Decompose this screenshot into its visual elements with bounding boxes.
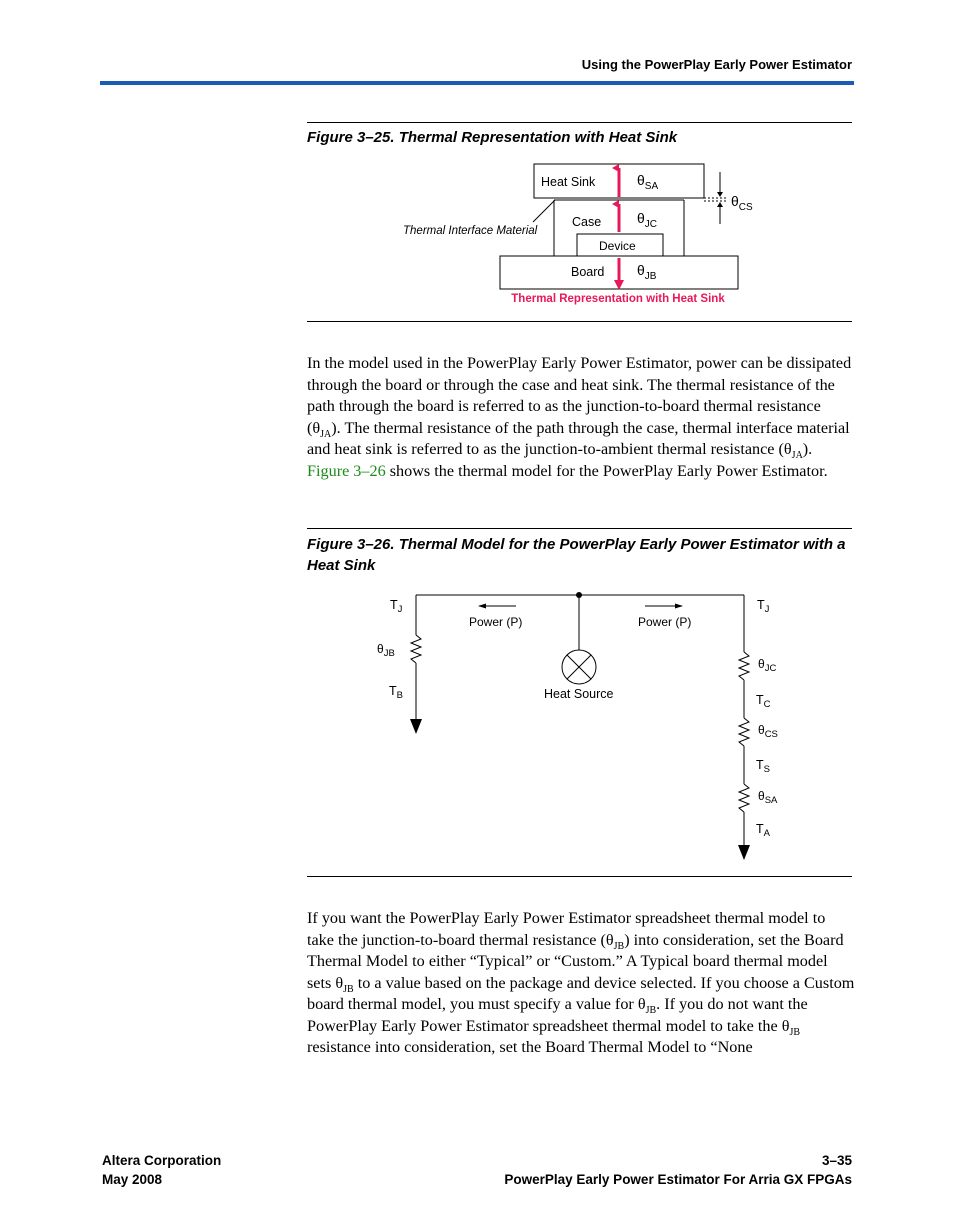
figure-3-26-link[interactable]: Figure 3–26 — [307, 461, 386, 480]
theta-cs-label: $\theta_{CS}$ — [731, 193, 753, 213]
body-paragraph-1: In the model used in the PowerPlay Early Power Estimator, power can be dissipated through the board or through the case and heat sink. The thermal resistance of the path through the board is referred to as the junction-to-board thermal resistance $(\theta_{JA})$. The thermal resistance of the path through the case, thermal interface material and heat sink is referred to as the junction-to-ambient thermal resistance $(\theta_{JA})$. Figure 3–26 shows the thermal model for the PowerPlay Early Power Estimator. — [307, 354, 852, 480]
figure-bottom-rule — [307, 321, 852, 322]
figure-caption-3-25: Figure 3–25. Thermal Representation with Heat Sink — [307, 129, 678, 146]
theta-cs-label: $\theta_{CS}$ — [758, 723, 778, 740]
ts-label: $T_S$ — [756, 758, 770, 775]
figure-title-label: Thermal Representation with Heat Sink — [511, 293, 725, 305]
theta-sa-label: $\theta_{SA}$ — [758, 789, 778, 806]
running-header: Using the PowerPlay Early Power Estimator — [581, 57, 852, 72]
thermal-representation-diagram — [0, 0, 954, 330]
resistor-theta-jb — [411, 635, 421, 663]
device-label: Device — [599, 239, 636, 253]
thermal-model-diagram — [0, 580, 954, 870]
resistor-theta-cs — [739, 718, 749, 746]
tim-pointer — [533, 200, 555, 222]
figure-top-rule — [307, 528, 852, 529]
footer-page-number: 3–35 — [821, 1153, 852, 1168]
theta-jc-label: $\theta_{JC}$ — [758, 657, 777, 674]
right-ground-arrow — [738, 845, 750, 860]
footer-right — [504, 1151, 852, 1189]
tj-right-label: $T_J$ — [757, 598, 770, 615]
theta-jc-label: $\theta_{JC}$ — [637, 210, 658, 230]
footer-book-title: PowerPlay Early Power Estimator For Arria GX FPGAs — [504, 1172, 852, 1187]
body-paragraph-2: If you want the PowerPlay Early Power Estimator spreadsheet thermal model to take the junction-to-board thermal resistance $(\theta_{JB})$ into consideration, set the Board Thermal Model to either “Typical” or “Custom.” A Typical board thermal model sets $\theta_{JB}$ to a value based on the package and device selected. If you choose a Custom board thermal model, you must specify a value for $\theta_{JB}$. If you do not want the PowerPlay Early Power Estimator spreadsheet thermal model to take the $\theta_{JB}$ resistance into consideration, set the Board Thermal Model to “None — [307, 909, 855, 1056]
figure-caption-3-26: Figure 3–26. Thermal Model for the PowerPlay Early Power Estimator with a Heat Sink — [307, 536, 846, 574]
left-ground-arrow — [410, 719, 422, 734]
heat-source-label: Heat Source — [544, 687, 614, 701]
case-label: Case — [572, 215, 602, 229]
footer-left — [102, 1151, 221, 1189]
theta-jb-label: $\theta_{JB}$ — [377, 642, 395, 659]
tj-left-label: $T_J$ — [390, 598, 403, 615]
resistor-theta-jc — [739, 652, 749, 680]
footer-date: May 2008 — [102, 1172, 163, 1187]
figure-bottom-rule — [307, 876, 852, 877]
tc-label: $T_C$ — [756, 693, 771, 710]
resistor-theta-sa — [739, 784, 749, 812]
board-label: Board — [571, 265, 605, 279]
heat-sink-label: Heat Sink — [541, 175, 596, 189]
footer-company: Altera Corporation — [102, 1153, 222, 1168]
tb-label: $T_B$ — [389, 684, 403, 701]
power-label-left: Power (P) — [469, 615, 523, 629]
ta-label: $T_A$ — [756, 822, 770, 839]
tim-label: Thermal Interface Material — [403, 225, 538, 237]
theta-sa-label: $\theta_{SA}$ — [637, 172, 659, 192]
power-label-right: Power (P) — [638, 615, 692, 629]
theta-jb-label: $\theta_{JB}$ — [637, 262, 657, 282]
